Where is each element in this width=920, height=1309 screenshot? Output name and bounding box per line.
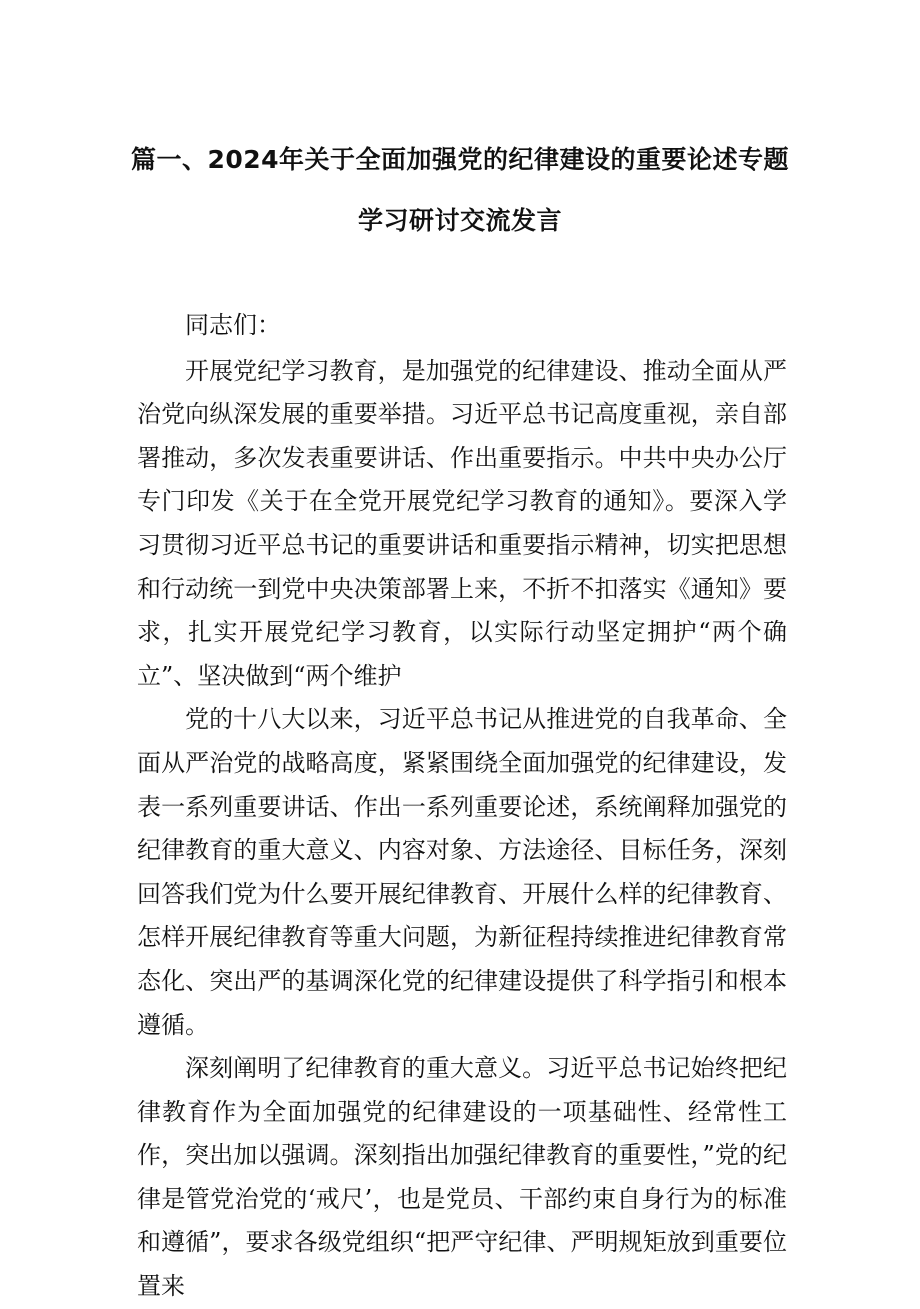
document-title-line-1: 篇一、2024年关于全面加强党的纪律建设的重要论述专题 (130, 145, 790, 174)
paragraph-2: 党的十八大以来，习近平总书记从推进党的自我革命、全面从严治党的战略高度，紧紧围绕全面加强党的纪律建设，发表一系列重要讲话、作出一系列重要论述，系统阐释加强党的纪律教育的重大意义、内容对象、方法途径、目标任务，深刻回答我们党为什么要开展纪律教育、开展什么样的纪律教育、怎样开展纪律教育等重大问题，为新征程持续推进纪律教育常态化、突出严的基调深化党的纪律建设提供了科学指引和根本遵循。 (137, 705, 787, 1039)
paragraph-1: 开展党纪学习教育，是加强党的纪律建设、推动全面从严治党向纵深发展的重要举措。习近平总书记高度重视，亲自部署推动，多次发表重要讲话、作出重要指示。中共中央办公厅专门印发《关于在全党开展党纪学习教育的通知》。要深入学习贯彻习近平总书记的重要讲话和重要指示精神，切实把思想和行动统一到党中央决策部署上来，不折不扣落实《通知》要求，扎实开展党纪学习教育，以实际行动坚定拥护“两个确立”、坚决做到“两个维护 (137, 356, 787, 690)
document-title-line-2: 学习研讨交流发言 (357, 206, 562, 235)
paragraph-3: 深刻阐明了纪律教育的重大意义。习近平总书记始终把纪律教育作为全面加强党的纪律建设的一项基础性、经常性工作，突出加以强调。深刻指出加强纪律教育的重要性，”党的纪律是管党治党的‘戒尺’，也是党员、干部约束自身行为的标准和遵循”，要求各级党组织“把严守纪律、严明规矩放到重要位置来 (137, 1054, 787, 1301)
document-body (137, 304, 787, 1309)
salutation: 同志们： (185, 311, 281, 339)
